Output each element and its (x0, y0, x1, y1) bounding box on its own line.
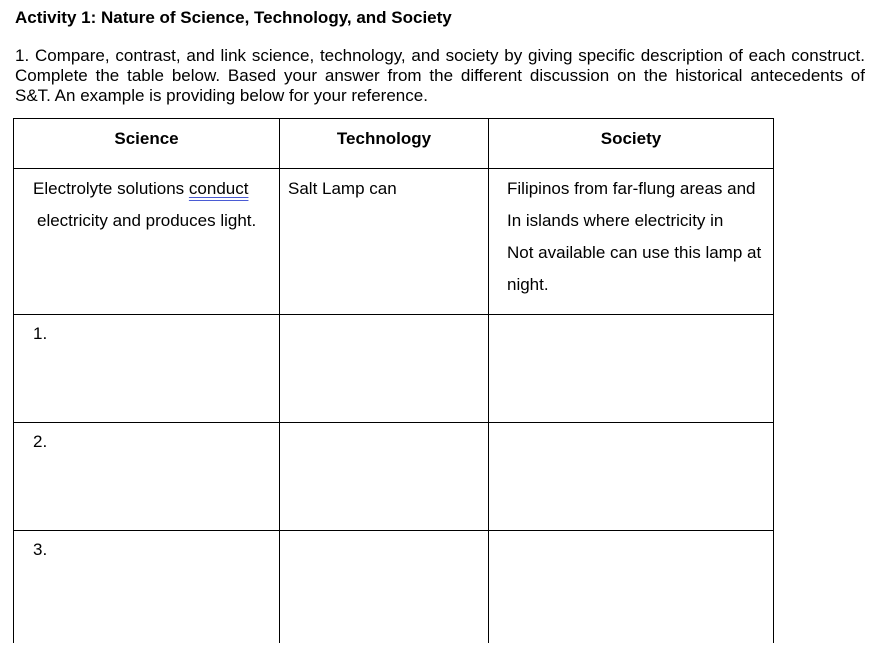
example-technology-cell[interactable] (280, 169, 489, 315)
instructions-line-1: 1. Compare, contrast, and link science, technology, and society by giving specific description of each construct. (15, 46, 865, 65)
table-row (14, 423, 774, 531)
example-row (14, 169, 774, 315)
instructions-line-2: Complete the table below. Based your answer from the different discussion on the historical antecedents of (15, 66, 865, 85)
row-1-technology-cell[interactable] (280, 315, 489, 423)
table-header-row (14, 119, 774, 169)
row-3-technology-cell[interactable] (280, 531, 489, 643)
activity-table (13, 118, 774, 643)
header-technology: Technology (280, 119, 489, 169)
row-2-society-cell[interactable] (489, 423, 774, 531)
spellcheck-underlined-word: conduct (188, 179, 249, 198)
instructions-line-3: S&T. An example is providing below for your reference. (15, 86, 428, 105)
header-science: Science (14, 119, 280, 169)
row-3-number: 3. (33, 540, 48, 559)
row-1-science-cell[interactable] (14, 315, 280, 423)
instructions-paragraph (15, 46, 865, 106)
example-science-cell[interactable] (14, 169, 280, 315)
row-2-technology-cell[interactable] (280, 423, 489, 531)
example-society-line-1: Filipinos from far-flung areas and (507, 179, 756, 198)
example-science-text: Electrolyte solutions (33, 179, 189, 198)
table-row (14, 531, 774, 643)
example-society-line-2: In islands where electricity in (507, 211, 724, 230)
example-society-line-3: Not available can use this lamp at (507, 243, 762, 262)
row-3-science-cell[interactable] (14, 531, 280, 643)
example-society-cell[interactable] (489, 169, 774, 315)
header-society: Society (489, 119, 774, 169)
example-society-line-4: night. (507, 275, 549, 294)
table-row (14, 315, 774, 423)
row-3-society-cell[interactable] (489, 531, 774, 643)
row-2-number: 2. (33, 432, 48, 451)
example-science-line-1 (33, 173, 279, 205)
activity-title: Activity 1: Nature of Science, Technology, and Society (15, 8, 452, 27)
row-1-number: 1. (33, 324, 48, 343)
row-1-society-cell[interactable] (489, 315, 774, 423)
example-science-line-2: electricity and produces light. (37, 211, 257, 230)
example-technology-text: Salt Lamp can (288, 179, 397, 198)
row-2-science-cell[interactable] (14, 423, 280, 531)
